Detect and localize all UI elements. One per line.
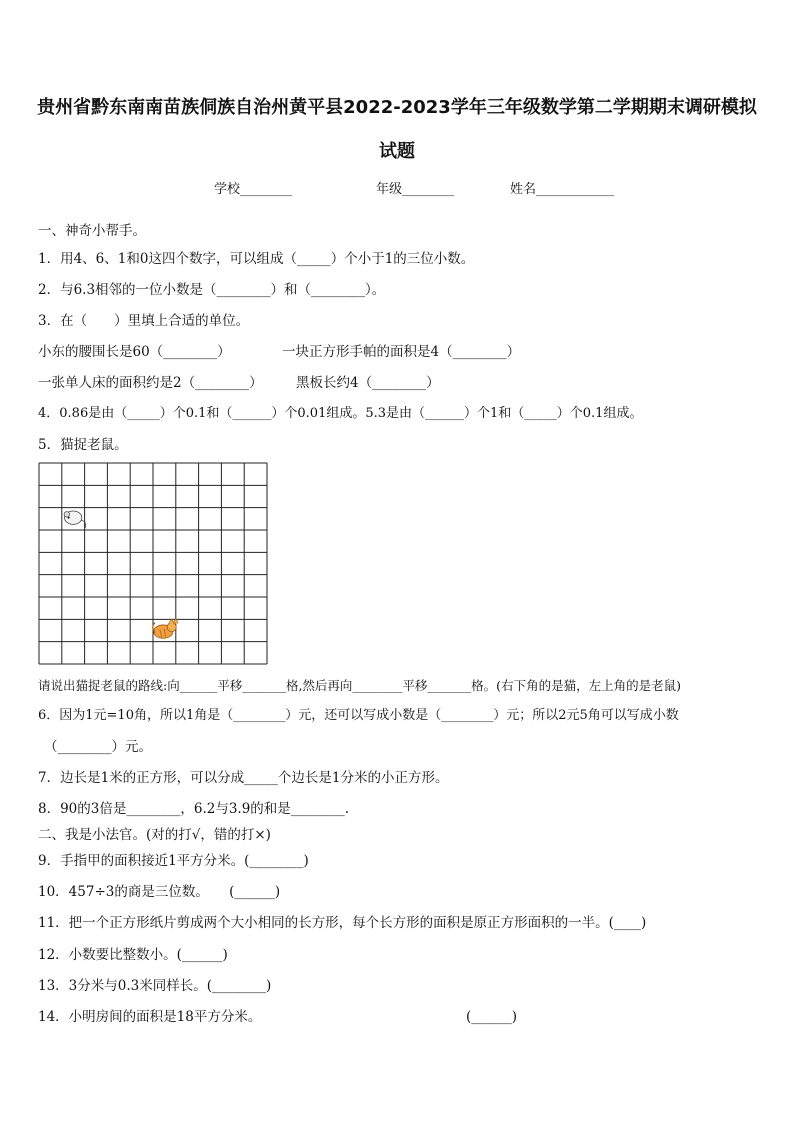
question-3a: 小东的腰围长是60（________） bbox=[38, 344, 231, 360]
question-10: 10．457÷3的商是三位数。 (______) bbox=[38, 884, 281, 900]
cat-icon bbox=[153, 618, 178, 638]
question-14: 14．小明房间的面积是18平方分米。 bbox=[38, 1009, 262, 1025]
question-3: 3．在（ ）里填上合适的单位。 bbox=[38, 313, 250, 329]
question-2: 2．与6.3相邻的一位小数是（________）和（________）。 bbox=[38, 282, 386, 298]
question-3b: 一块正方形手帕的面积是4（________） bbox=[282, 344, 521, 360]
question-6-line2: （________）元。 bbox=[44, 739, 152, 755]
question-13: 13．3分米与0.3米同样长。(________) bbox=[38, 978, 272, 994]
question-8: 8．90的3倍是________，6.2与3.9的和是________. bbox=[38, 801, 350, 817]
name-field: 姓名____________ bbox=[510, 182, 615, 197]
question-7: 7．边长是1米的正方形，可以分成_____个边长是1分米的小正方形。 bbox=[38, 770, 449, 786]
mouse-icon bbox=[64, 511, 86, 528]
question-4: 4．0.86是由（_____）个0.1和（______）个0.01组成。5.3是由（______）个1和（_____）个0.1组成。 bbox=[38, 406, 643, 421]
section1-heading: 一、神奇小帮手。 bbox=[38, 223, 146, 239]
school-field: 学校________ bbox=[214, 182, 293, 197]
question-14-blank: (______) bbox=[466, 1009, 518, 1025]
grid-svg bbox=[38, 462, 268, 665]
question-3c: 一张单人床的面积约是2（________） bbox=[38, 375, 263, 391]
cat-mouse-grid bbox=[38, 462, 268, 665]
question-9: 9．手指甲的面积接近1平方分米。(________) bbox=[38, 853, 309, 869]
question-6-line1: 6．因为1元=10角，所以1角是（________）元，还可以写成小数是（________）元；所以2元5角可以写成小数 bbox=[38, 708, 679, 723]
question-5-route: 请说出猫捉老鼠的路线:向______平移_______格,然后再向________平移_______格。(右下角的是猫，左上角的是老鼠) bbox=[38, 678, 681, 693]
grade-field: 年级________ bbox=[376, 182, 455, 197]
question-5: 5．猫捉老鼠。 bbox=[38, 437, 128, 453]
section2-heading: 二、我是小法官。(对的打√，错的打×) bbox=[38, 827, 271, 843]
document-title: 贵州省黔东南南苗族侗族自治州黄平县2022-2023学年三年级数学第二学期期末调研模拟试题 bbox=[37, 97, 757, 162]
question-1: 1．用4、6、1和0这四个数字，可以组成（_____）个小于1的三位小数。 bbox=[38, 251, 475, 267]
question-12: 12．小数要比整数小。(______) bbox=[38, 947, 228, 963]
question-11: 11．把一个正方形纸片剪成两个大小相同的长方形，每个长方形的面积是原正方形面积的一半。(____) bbox=[38, 915, 647, 931]
question-3d: 黑板长约4（________） bbox=[296, 375, 440, 391]
